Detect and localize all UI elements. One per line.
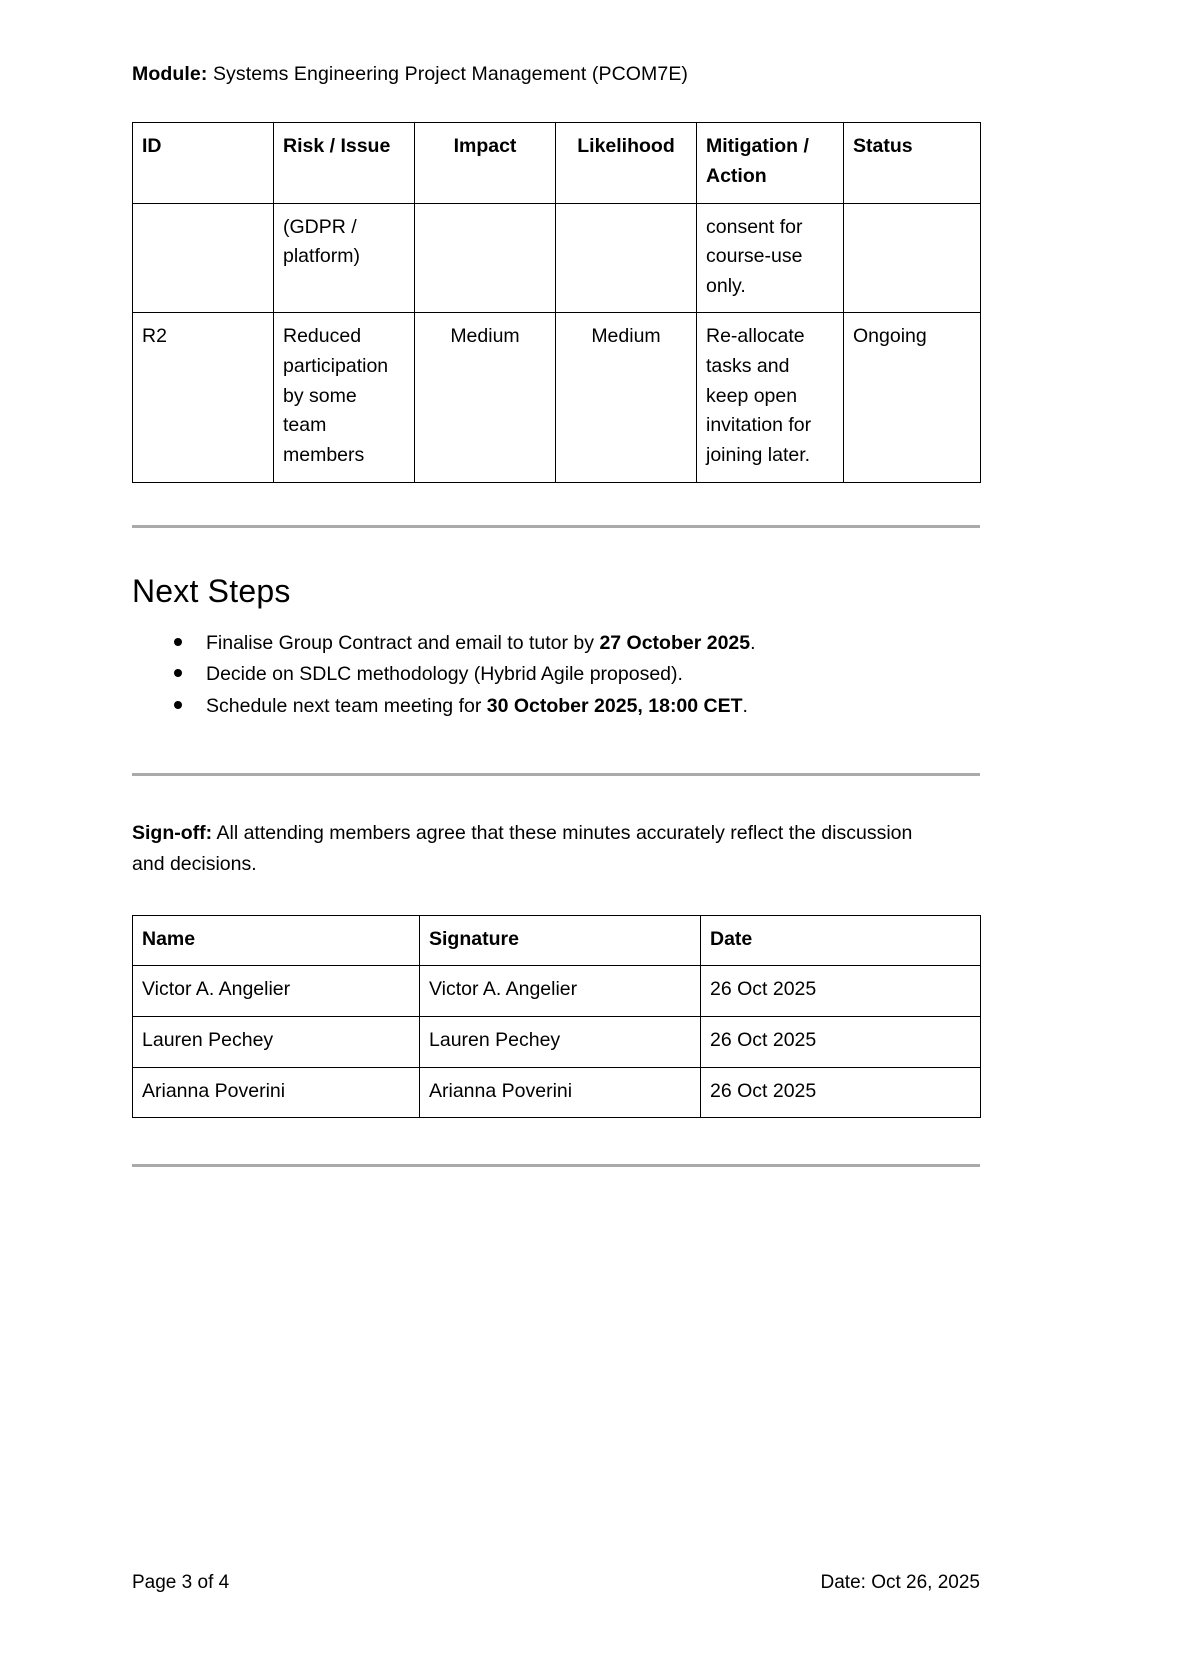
- cell-date: 26 Oct 2025: [701, 1067, 981, 1118]
- list-item-emphasis: 27 October 2025: [599, 631, 751, 654]
- table-row: [133, 966, 981, 1017]
- cell-status: Ongoing: [844, 313, 981, 482]
- section-divider: [132, 773, 980, 776]
- table-row: [133, 1017, 981, 1068]
- cell-signature: Victor A. Angelier: [420, 966, 701, 1017]
- page-title-next-steps: Next Steps: [132, 572, 291, 609]
- bullet-icon: [174, 669, 182, 677]
- bullet-icon: [174, 638, 182, 646]
- table-header-row: [133, 915, 981, 966]
- column-header-status: Status: [844, 123, 981, 203]
- page-footer: [132, 1572, 980, 1594]
- cell-signature: Arianna Poverini: [420, 1067, 701, 1118]
- list-item: [174, 691, 980, 723]
- column-header-name: Name: [133, 915, 420, 966]
- list-item-text: Schedule next team meeting for: [206, 695, 487, 718]
- cell-impact: Medium: [415, 313, 556, 482]
- cell-status: [844, 203, 981, 313]
- cell-name: Lauren Pechey: [133, 1017, 420, 1068]
- signoff-table: [132, 915, 981, 1119]
- list-item: [174, 628, 980, 660]
- table-row: [133, 1067, 981, 1118]
- column-header-likelihood: Likelihood: [556, 123, 697, 203]
- column-header-date: Date: [701, 915, 981, 966]
- module-label: Module:: [132, 63, 208, 85]
- list-item-text: Finalise Group Contract and email to tutor by: [206, 631, 600, 654]
- footer-page-number: Page 3 of 4: [132, 1572, 230, 1593]
- module-line: [132, 60, 980, 88]
- signoff-label: Sign-off:: [132, 821, 213, 844]
- signoff-statement: [132, 818, 944, 881]
- cell-name: Arianna Poverini: [133, 1067, 420, 1118]
- cell-mitigation: Re-allocate tasks and keep open invitation for joining later.: [697, 313, 844, 482]
- bullet-icon: [174, 701, 182, 709]
- list-item: [174, 659, 980, 691]
- cell-likelihood: Medium: [556, 313, 697, 482]
- risk-register-table: [132, 122, 981, 482]
- cell-signature: Lauren Pechey: [420, 1017, 701, 1068]
- cell-impact: [415, 203, 556, 313]
- cell-date: 26 Oct 2025: [701, 966, 981, 1017]
- cell-id: R2: [133, 313, 274, 482]
- table-header-row: [133, 123, 981, 203]
- cell-likelihood: [556, 203, 697, 313]
- section-divider: [132, 1164, 980, 1167]
- column-header-signature: Signature: [420, 915, 701, 966]
- table-row: [133, 313, 981, 482]
- list-item-text: Decide on SDLC methodology (Hybrid Agile proposed).: [206, 663, 683, 686]
- module-value: Systems Engineering Project Management (PCOM7E): [207, 63, 689, 85]
- table-row: [133, 203, 981, 313]
- column-header-mitigation: Mitigation / Action: [697, 123, 844, 203]
- column-header-impact: Impact: [415, 123, 556, 203]
- footer-date: Date: Oct 26, 2025: [820, 1572, 980, 1593]
- list-item-suffix: .: [742, 695, 748, 718]
- list-item-suffix: .: [750, 631, 756, 654]
- column-header-id: ID: [133, 123, 274, 203]
- cell-mitigation: consent for course-use only.: [697, 203, 844, 313]
- section-divider: [132, 525, 980, 528]
- next-steps-list: [132, 628, 980, 723]
- page-content: [132, 0, 980, 1167]
- list-item-emphasis: 30 October 2025, 18:00 CET: [486, 695, 743, 718]
- signoff-text: All attending members agree that these minutes accurately reflect the discussion and decisions.: [132, 821, 913, 876]
- cell-risk: (GDPR / platform): [274, 203, 415, 313]
- cell-date: 26 Oct 2025: [701, 1017, 981, 1068]
- cell-id: [133, 203, 274, 313]
- cell-risk: Reduced participation by some team members: [274, 313, 415, 482]
- column-header-risk: Risk / Issue: [274, 123, 415, 203]
- cell-name: Victor A. Angelier: [133, 966, 420, 1017]
